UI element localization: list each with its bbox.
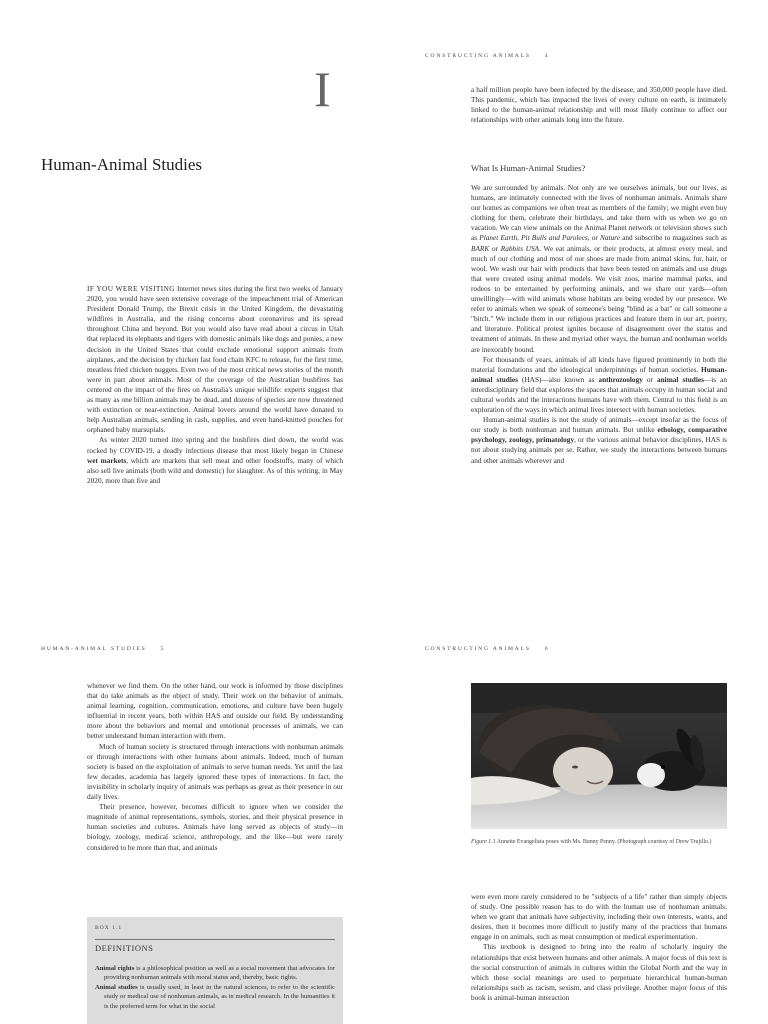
text: , which are markets that sell meat and other foodstuffs, many of which also sell live animals (both wild and domestic) for slaughter. As of this writing, in May 2020, more than five and: [87, 455, 343, 485]
title-italic: Planet Earth, Pit Bulls and Parolees: [479, 233, 588, 243]
definition-text: is usually used, in least in the natural sciences, to refer to the scientific study or medical use of nonhuman animals, as in medical research. In the humanities it is the preferred term for what in the social: [104, 983, 335, 1010]
section-title: What Is Human-Animal Studies?: [471, 163, 586, 173]
running-head-title: HUMAN-ANIMAL STUDIES: [41, 646, 147, 652]
page-text-main: [471, 183, 727, 466]
definition-text: is a philosophical position as well as a social movement that advocates for providing nonhuman animals with moral status and, thereby, basic rights.: [104, 965, 335, 982]
text: or: [489, 243, 501, 253]
page-text: [87, 681, 343, 853]
text: We are surrounded by animals. Not only are we ourselves animals, but our lives, as humans, are intimately connected with the lives of nonhuman animals. Animals share our homes as companions we often treat as members of the family; we might even buy clothing for them, celebrate their birthdays, and take them with us when we go on vacation. We can view animals on the Animal Planet network or television shows such as: [471, 183, 727, 243]
chapter-number: I: [314, 61, 331, 117]
chapter-title: Human-Animal Studies: [41, 155, 203, 174]
paragraph: [87, 435, 343, 485]
text: For thousands of years, animals of all kinds have figured prominently in both the material foundations and the ideological underpinnings of human societies.: [471, 354, 727, 374]
definitions-list: [95, 964, 335, 1011]
paragraph: [471, 183, 727, 355]
running-head: [41, 646, 163, 652]
term: wet markets: [87, 455, 127, 465]
title-italic: BARK: [471, 243, 490, 253]
page-text-intro: [471, 85, 727, 125]
lead-in: IF YOU WERE VISITING: [87, 284, 175, 293]
text: —is an interdisciplinary field that explores the spaces that animals occupy in human social and cultural worlds and the interactions humans have with them. Central to this field is an exploration of the ways in which animal lives intersect with human societies.: [471, 374, 727, 415]
text: (HAS)—also known as: [517, 374, 599, 384]
term: anthrozoology: [598, 374, 643, 384]
text: and subscribe to magazines such as: [619, 233, 727, 243]
paragraph: Their presence, however, becomes difficult to ignore when we consider the magnitude of animal representations, symbols, stories, and their physical presence in human societies and cultures. Animals have long served as objects of study—in biology, zoology, medical science, anthropology, and the like—but were rarely considered to be more than that, and animals: [87, 802, 343, 852]
box-divider: [95, 939, 335, 940]
box-label: BOX 1.1: [95, 925, 123, 931]
page-number: 5: [160, 646, 164, 652]
figure-caption: [471, 838, 727, 846]
page-text: [471, 892, 727, 1003]
term: ethology, comparative psychology, zoology, primatology: [471, 425, 728, 445]
title-italic: Rabbits USA: [500, 243, 540, 253]
definition-item: [95, 964, 335, 983]
text: or: [642, 374, 657, 384]
paragraph: [87, 284, 343, 435]
running-head-title: CONSTRUCTING ANIMALS: [425, 53, 531, 59]
photo-illustration: [471, 683, 727, 829]
term: animal studies: [656, 374, 704, 384]
text: Internet news sites during the first two weeks of January 2020, you would have seen extensive coverage of the impeachment trial of American President Donald Trump, the Brexit crisis in the United Kingdom, the devastating wildfires in Australia, and the rising concerns about coronavirus and its spread throughout China and beyond. But you would also have read about a circus in Utah that replaced its elephants and tigers with domestic animals like dogs and ponies, a new decision in the United States that could exclude emotional support animals from airplanes, and the decision by chicken fast food chain KFC to release, for the first time, meatless fried chicken nuggets. Even two of the most critical news stories of the month were in part about animals. Most of the coverage of the Australian bushfires has centered on the impact of the fires on Australia's unique wildlife: experts suggest that as many as one billion animals may be dead, and dozens of species are now threatened with extinction or near-extinction. Animal lovers around the world have donated to help Australian animals, sending in cash, supplies, and even hand-knitted pouches for orphaned baby marsupials.: [87, 284, 343, 435]
text: Human-animal studies is not the study of animals—except insofar as the focus of our study is both nonhuman and human animals. But unlike: [471, 415, 727, 435]
paragraph: [471, 355, 727, 416]
paragraph: whenever we find them. On the other hand, our work is informed by those disciplines that do take animals as the object of study. Their work on the behavior of animals, animal learning, cognition, communication, emotions, and culture have been hugely influential in recent years, both within HAS and outside our field. By understanding more about the behaviors and mental and emotional processes of animals, we can better understand human interaction with them.: [87, 681, 343, 741]
figure-label: Figure 1.1: [471, 839, 496, 845]
definition-item: [95, 983, 335, 1011]
caption-text: Annette Evangelista poses with Ms. Bunny Penny. (Photograph courtesy of Drew Trujillo.): [495, 839, 712, 845]
page-number: 4: [544, 53, 548, 59]
paragraph: Much of human society is structured through interactions with nonhuman animals or through interactions with other humans about animals. Indeed, much of human society is based on the exploitation of animals to serve human needs. Yet until the last few decades, academia has largely ignored these types of interactions. In fact, the invisibility in scholarly inquiry of animals was perhaps as great as their presence in our daily lives.: [87, 741, 343, 802]
page-number: 6: [544, 646, 548, 652]
running-head: [425, 646, 548, 652]
running-head-title: CONSTRUCTING ANIMALS: [425, 646, 531, 652]
text: As winter 2020 turned into spring and the bushfires died down, the world was rocked by COVID-19, a deadly infectious disease that most likely began in Chinese: [87, 435, 343, 455]
definitions-box: [87, 917, 343, 1024]
definition-term: Animal studies: [95, 983, 138, 991]
text: , or: [587, 233, 600, 243]
paragraph: This textbook is designed to bring into the realm of scholarly inquiry the relationships that exist between humans and other animals. A major focus of this text is the social construction of animals in cultures within the Global North and the way in which these social meanings are used to perpetuate hierarchical human-human relationships such as racism, sexism, and class privilege. Another major focus of this book is animal-human interaction: [471, 942, 727, 1002]
term: Human-animal studies: [471, 364, 727, 384]
title-italic: Nature: [599, 233, 620, 243]
paragraph: a half million people have been infected by the disease, and 350,000 people have died. This pandemic, which has impacted the lives of every culture on earth, is intimately linked to the human-animal relationship and will most likely continue to affect our relationships with other animals long into the future.: [471, 85, 727, 125]
paragraph: [471, 415, 727, 465]
box-heading: DEFINITIONS: [95, 943, 154, 953]
chapter-opening-text: [87, 284, 343, 486]
definition-term: Animal rights: [95, 965, 135, 972]
text: . We eat animals, or their products, at almost every meal, and much of our clothing and most of our shoes are made from animal skins, fur, hair, or wool. We wash our hair with products that have been tested on animals and use drugs that were created using animal models. We visit zoos, marine mammal parks, and rodeos to be entertained by performing animals, and we share our yards—often unwillingly—with wild animals whose habitats are being eroded by our presence. We refer to animals when we speak of someone's being "blind as a bat" or call someone a "bitch." We include them in our religious practices and feature them in our art, poetry, and literature. Political protest ignites because of disagreement over the status and treatment of animals. In these and myriad other ways, the human and nonhuman worlds are inexorably bound.: [471, 243, 728, 354]
figure-photo: [471, 683, 727, 829]
running-head: [425, 53, 548, 59]
text: , or the various animal behavior disciplines, HAS is not about studying animals per se. Rather, we study the interactions between humans and other animals wherever and: [471, 435, 727, 465]
paragraph: were even more rarely considered to be "subjects of a life" rather than simply objects of study. One possible reason has to do with the human use of nonhuman animals: when we grant that animals have subjectivity, including their own interests, wants, and desires, then it becomes more difficult to justify many of the practices that humans engage in on animals, such as meat consumption or medical experimentation.: [471, 892, 727, 942]
